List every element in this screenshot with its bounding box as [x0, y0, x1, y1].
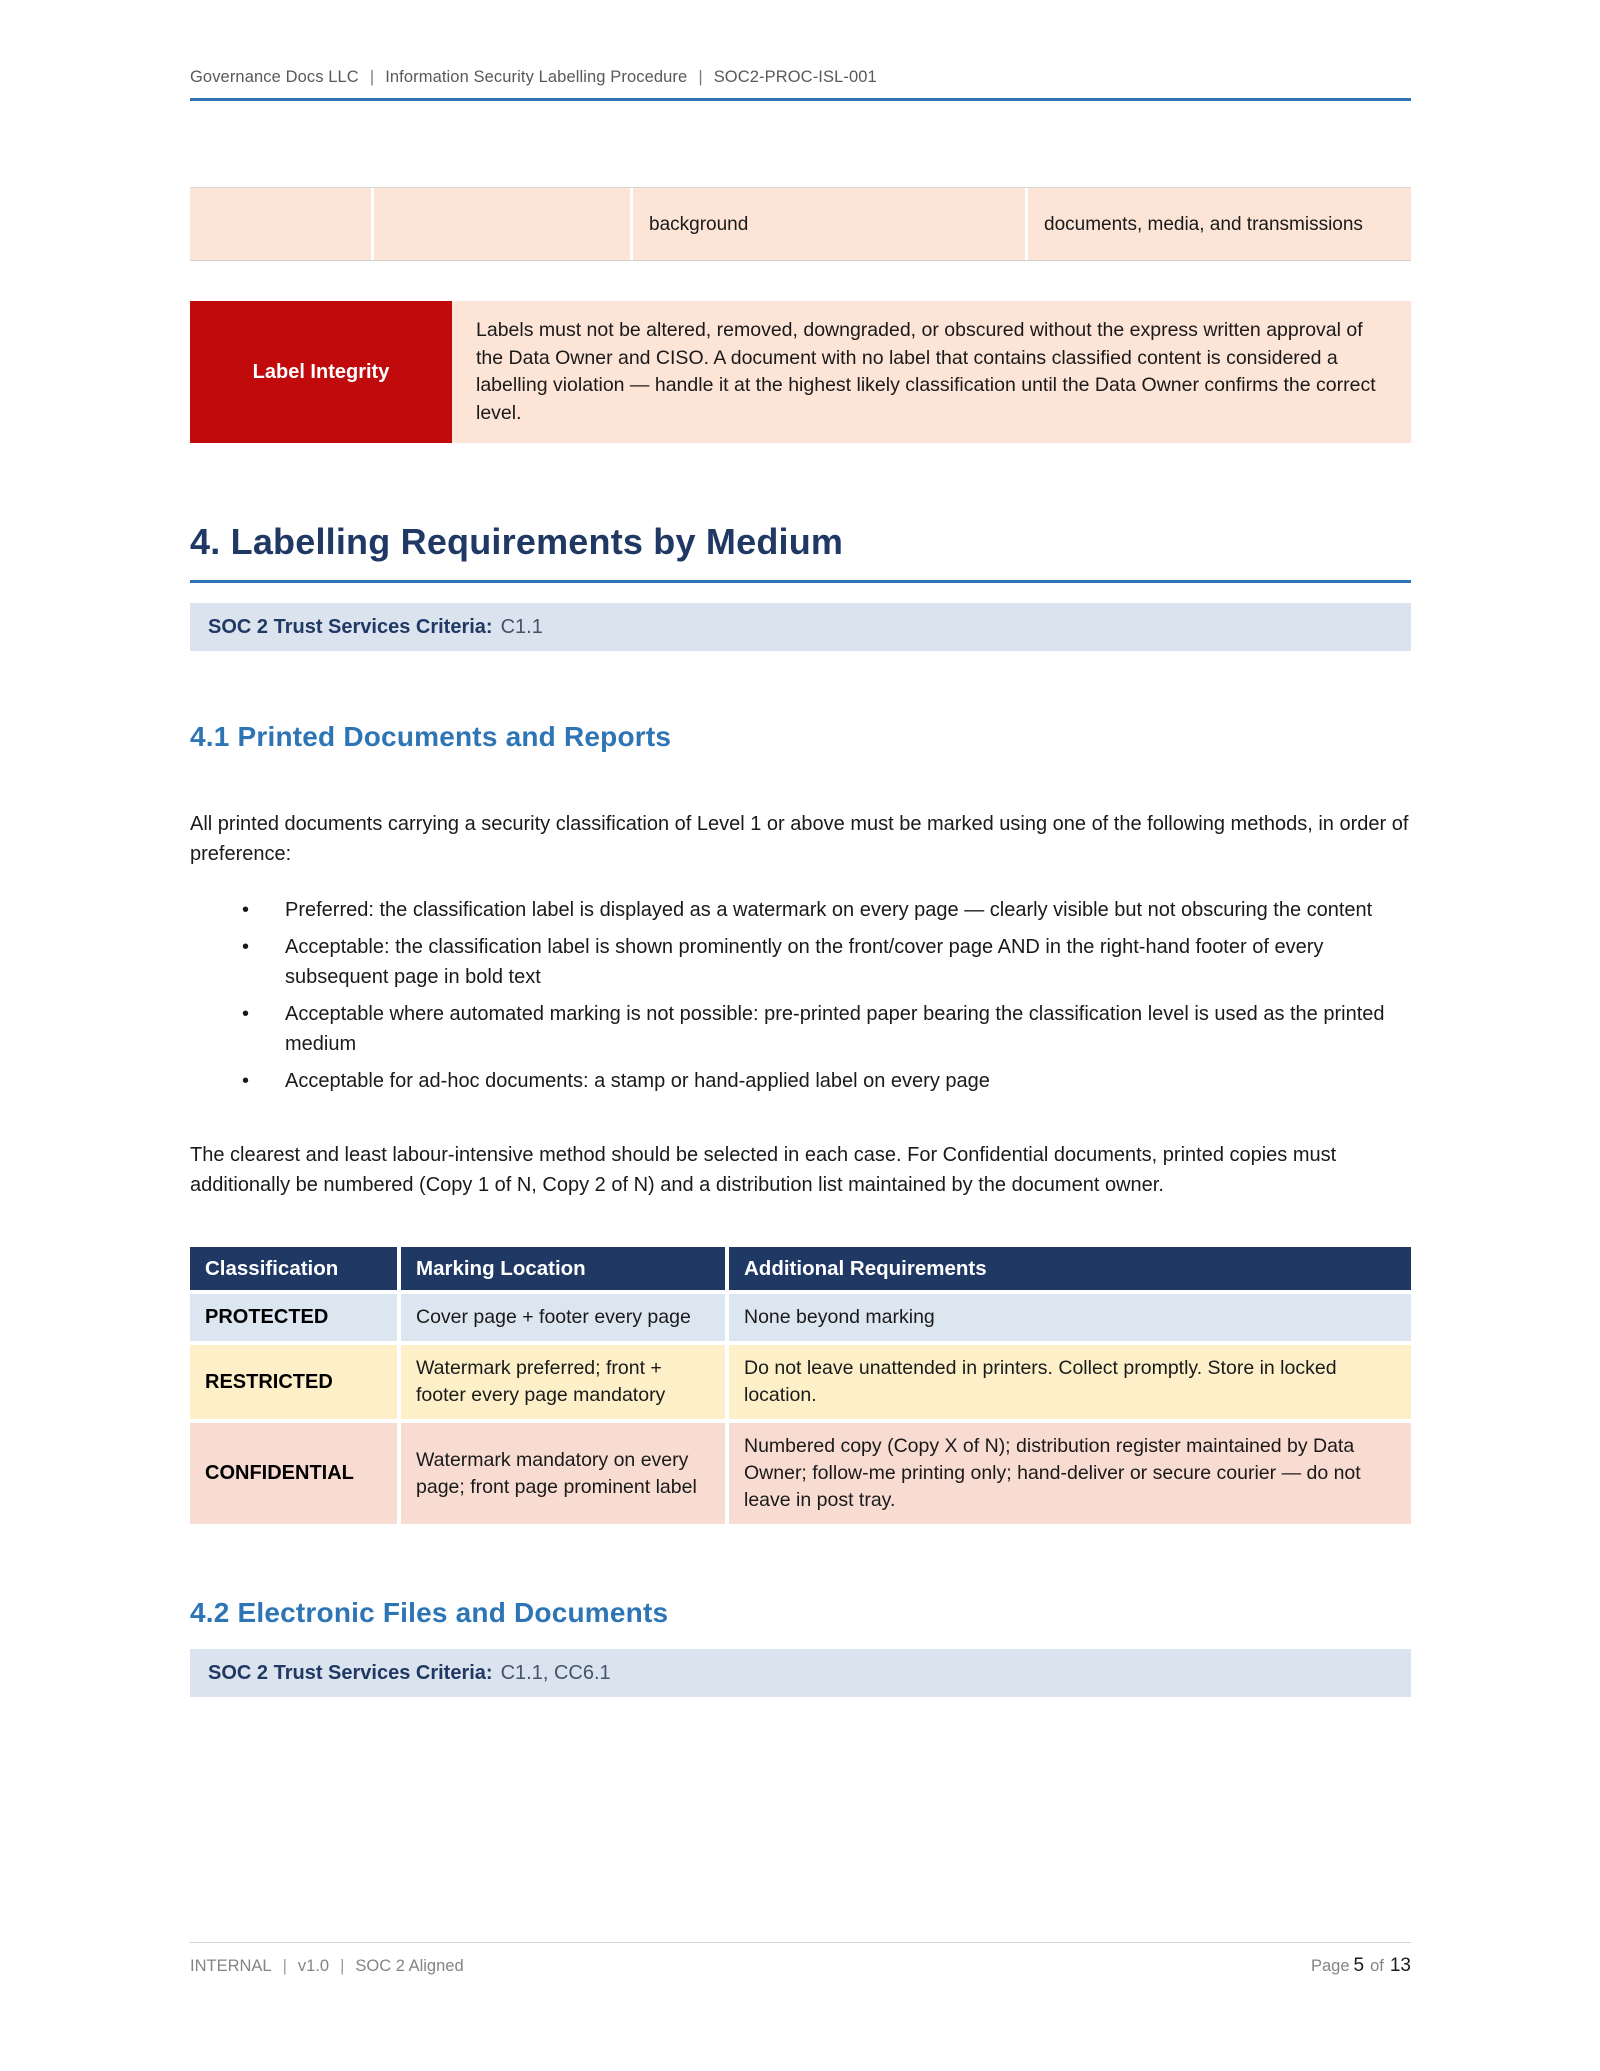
column-header-additional-requirements: Additional Requirements — [729, 1247, 1411, 1290]
page-word: Page — [1310, 1957, 1350, 1975]
header-divider: | — [369, 68, 375, 86]
table-row-confidential — [190, 1423, 1411, 1524]
additional-requirements-cell: Do not leave unattended in printers. Collect promptly. Store in locked location. — [729, 1345, 1411, 1419]
page-number: 5 — [1353, 1955, 1365, 1976]
soc2-criteria-banner-2 — [190, 1649, 1411, 1697]
continuation-table — [190, 187, 1411, 261]
subsection-heading-4-1: 4.1 Printed Documents and Reports — [190, 721, 672, 752]
marking-location-cell: Watermark mandatory on every page; front page prominent label — [401, 1423, 725, 1524]
label-integrity-callout — [190, 301, 1411, 443]
table-row-restricted — [190, 1345, 1411, 1419]
list-item: • Acceptable for ad-hoc documents: a stamp or hand-applied label on every page — [190, 1066, 1411, 1096]
running-header — [190, 0, 1411, 101]
intro-paragraph: All printed documents carrying a security classification of Level 1 or above must be marked using one of the following methods, in order of preference: — [190, 813, 1409, 865]
marking-location-cell: Watermark preferred; front + footer every page mandatory — [401, 1345, 725, 1419]
subsection-heading-4-2: 4.2 Electronic Files and Documents — [190, 1597, 669, 1628]
table-cell-background: background — [633, 188, 1025, 260]
callout-body: Labels must not be altered, removed, downgraded, or obscured without the express written approval of the Data Owner and CISO. A document with no label that contains classified content is considered a labelling violation — handle it at the highest likely classification until the Data Owner confirms the correct level. — [452, 301, 1411, 443]
soc2-criteria-banner-1 — [190, 603, 1411, 651]
page-total: 13 — [1389, 1955, 1411, 1976]
marking-preference-list — [190, 895, 1411, 1096]
footer-divider: | — [340, 1957, 345, 1975]
table-row-protected — [190, 1294, 1411, 1341]
additional-requirements-cell: None beyond marking — [729, 1294, 1411, 1341]
header-doc-id: SOC2-PROC-ISL-001 — [713, 68, 877, 86]
section-heading-4: 4. Labelling Requirements by Medium — [190, 521, 1411, 583]
list-item: • Acceptable: the classification label is shown prominently on the front/cover page AND in the right-hand footer of every subsequent page in bold text — [190, 932, 1411, 992]
marking-requirements-table — [190, 1247, 1411, 1524]
page-content — [190, 0, 1411, 1697]
header-company: Governance Docs LLC — [190, 68, 359, 86]
page-footer — [190, 1942, 1411, 1977]
table-cell-empty-2 — [374, 188, 630, 260]
criteria-value: C1.1 — [500, 615, 543, 638]
criteria-value: C1.1, CC6.1 — [500, 1661, 611, 1684]
table-cell-scope: documents, media, and transmissions — [1028, 188, 1411, 260]
footer-divider: | — [282, 1957, 287, 1975]
table-row — [190, 188, 1411, 260]
classification-cell: RESTRICTED — [190, 1345, 397, 1419]
column-header-marking-location: Marking Location — [401, 1247, 725, 1290]
table-header-row — [190, 1247, 1411, 1290]
list-item: • Preferred: the classification label is displayed as a watermark on every page — clearly visible but not obscuring the content — [190, 895, 1411, 925]
footer-version: v1.0 — [297, 1957, 330, 1975]
footer-alignment: SOC 2 Aligned — [355, 1957, 464, 1975]
marking-location-cell: Cover page + footer every page — [401, 1294, 725, 1341]
classification-cell: PROTECTED — [190, 1294, 397, 1341]
additional-requirements-cell: Numbered copy (Copy X of N); distribution register maintained by Data Owner; follow-me printing only; hand-deliver or secure courier — do not leave in post tray. — [729, 1423, 1411, 1524]
header-divider: | — [698, 68, 703, 86]
criteria-label: SOC 2 Trust Services Criteria: — [208, 615, 493, 638]
of-word: of — [1370, 1957, 1384, 1975]
footer-page-indicator — [1311, 1955, 1411, 1977]
column-header-classification: Classification — [190, 1247, 397, 1290]
criteria-label: SOC 2 Trust Services Criteria: — [208, 1661, 493, 1684]
callout-title: Label Integrity — [190, 301, 452, 443]
table-cell-empty-1 — [190, 188, 371, 260]
closing-paragraph: The clearest and least labour-intensive method should be selected in each case. For Confidential documents, printed copies must additionally be numbered (Copy 1 of N, Copy 2 of N) and a distribution list maintained by the document owner. — [190, 1144, 1337, 1196]
header-doc-title: Information Security Labelling Procedure — [385, 68, 688, 86]
footer-classification: INTERNAL — [190, 1957, 272, 1975]
footer-left — [190, 1957, 464, 1976]
list-item: • Acceptable where automated marking is not possible: pre-printed paper bearing the classification level is used as the printed medium — [190, 999, 1411, 1059]
classification-cell: CONFIDENTIAL — [190, 1423, 397, 1524]
